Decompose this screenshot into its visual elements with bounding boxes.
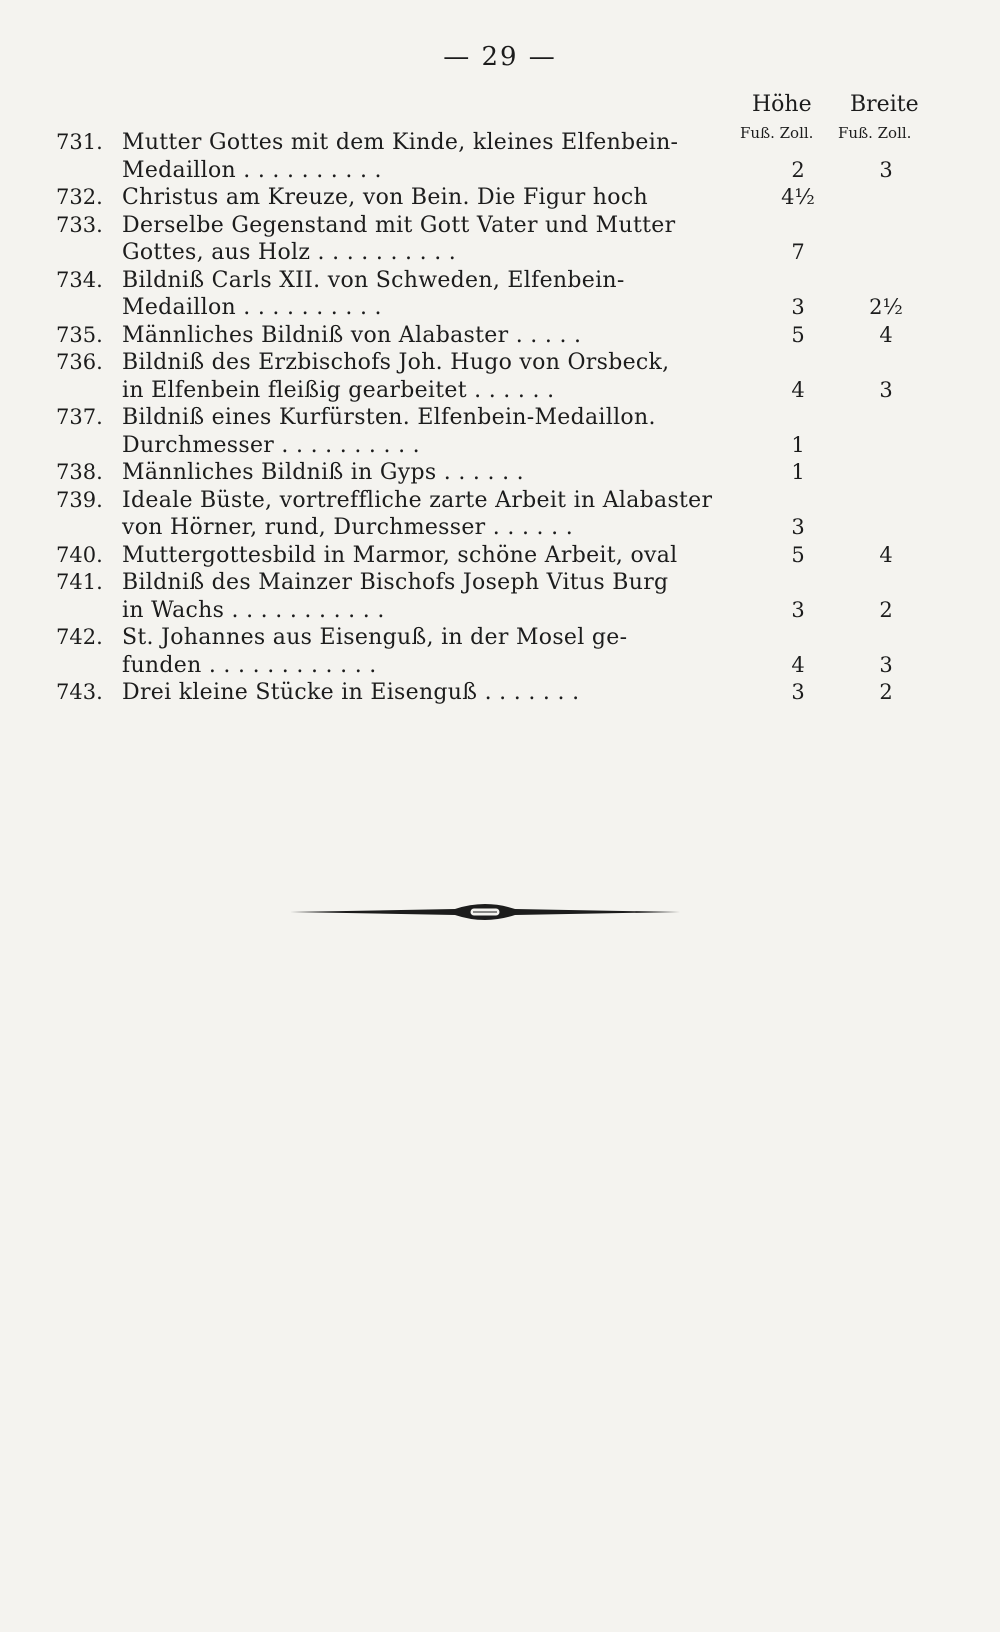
entry-height-value: 4½	[781, 185, 815, 209]
entry-text-line: in Wachs . . . . . . . . . . .	[122, 597, 385, 623]
column-header-breite: Breite	[850, 92, 919, 117]
entry-text-line: Bildniß des Mainzer Bischofs Joseph Vitus Burg	[122, 570, 669, 595]
entry-height-value: 3	[791, 295, 805, 319]
entry-number: 741.	[56, 570, 103, 594]
entry-height-value: 4	[791, 377, 805, 402]
entry-width-value: 4	[879, 542, 893, 567]
entry-text-line: Bildniß des Erzbischofs Joh. Hugo von Orsbeck,	[122, 350, 670, 375]
entry-text-line: in Elfenbein fleißig gearbeitet . . . . . .	[122, 377, 555, 403]
page-number: — 29 —	[443, 42, 557, 72]
entry-text-line: Ideale Büste, vortreffliche zarte Arbeit in Alabaster	[122, 487, 713, 513]
entry-height-value: 5	[791, 322, 805, 347]
entry-height-value: 2	[791, 157, 805, 182]
entry-number: 734.	[56, 267, 103, 292]
entry-width-value: 2	[879, 680, 893, 704]
entry-text-line: Medaillon . . . . . . . . . .	[122, 157, 382, 183]
entry-number: 743.	[56, 680, 103, 704]
entry-text-line: Bildniß eines Kurfürsten. Elfenbein-Medaillon.	[122, 405, 656, 430]
entry-number: 731.	[56, 130, 103, 154]
entry-text-line: Durchmesser . . . . . . . . . .	[122, 432, 420, 458]
entry-text-line: Bildniß Carls XII. von Schweden, Elfenbein-	[122, 267, 625, 293]
entry-number: 733.	[56, 212, 103, 237]
entry-height-value: 5	[791, 542, 805, 567]
entry-number: 738.	[56, 460, 103, 484]
entry-text-line: Gottes, aus Holz . . . . . . . . . .	[122, 240, 457, 265]
entry-height-value: 1	[791, 432, 805, 457]
entry-height-value: 1	[791, 460, 805, 484]
entry-text-line: St. Johannes aus Eisenguß, in der Mosel ge-	[122, 625, 628, 650]
entry-number: 735.	[56, 322, 103, 347]
entry-text-line: Mutter Gottes mit dem Kinde, kleines Elfenbein-	[122, 130, 679, 155]
entry-text-line: Derselbe Gegenstand mit Gott Vater und Mutter	[122, 212, 676, 238]
entry-height-value: 3	[791, 515, 805, 539]
entry-height-value: 3	[791, 680, 805, 704]
entry-width-value: 4	[879, 322, 893, 347]
entry-width-value: 3	[879, 652, 893, 677]
entry-number: 732.	[56, 185, 103, 209]
entry-text-line: Medaillon . . . . . . . . . .	[122, 295, 382, 320]
entry-number: 736.	[56, 350, 103, 374]
entry-width-value: 3	[879, 157, 893, 182]
entry-width-value: 2	[879, 597, 893, 622]
ornamental-divider	[290, 900, 680, 924]
entry-text-line: Männliches Bildniß in Gyps . . . . . .	[122, 460, 524, 485]
entry-height-value: 3	[791, 597, 805, 622]
entry-width-value: 3	[879, 377, 893, 402]
entry-text-line: funden . . . . . . . . . . . .	[122, 652, 377, 678]
entry-text-line: Drei kleine Stücke in Eisenguß . . . . . . .	[122, 680, 580, 705]
entry-width-value: 2½	[869, 295, 903, 319]
entry-text-line: Muttergottesbild in Marmor, schöne Arbeit, oval	[122, 542, 678, 568]
entry-number: 742.	[56, 625, 103, 649]
column-units-breite: Fuß. Zoll.	[838, 124, 912, 142]
entry-number: 740.	[56, 542, 103, 567]
entry-text-line: Christus am Kreuze, von Bein. Die Figur hoch	[122, 185, 648, 210]
entry-height-value: 7	[791, 240, 805, 264]
entry-height-value: 4	[791, 652, 805, 677]
entry-number: 739.	[56, 487, 103, 512]
column-units-hoehe: Fuß. Zoll.	[740, 124, 814, 142]
entry-text-line: Männliches Bildniß von Alabaster . . . . .	[122, 322, 582, 348]
entry-number: 737.	[56, 405, 103, 429]
entry-text-line: von Hörner, rund, Durchmesser . . . . . .	[122, 515, 574, 540]
column-header-hoehe: Höhe	[752, 92, 812, 117]
